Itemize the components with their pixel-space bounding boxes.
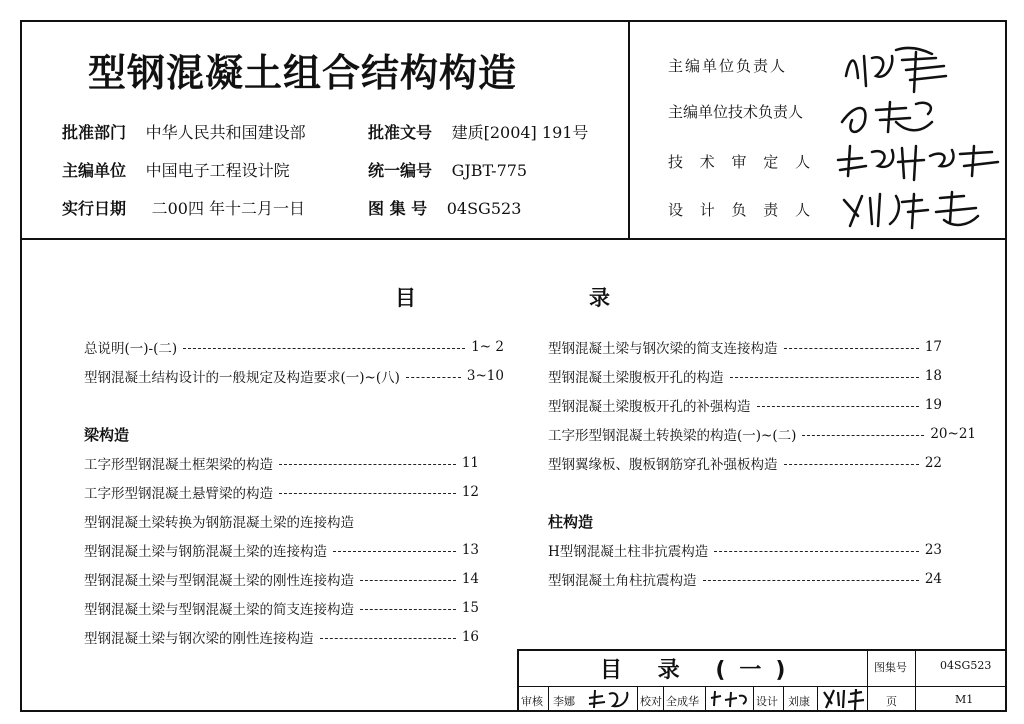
toc-entry[interactable] — [84, 568, 479, 590]
info-label: 图 集 号 — [368, 199, 428, 218]
title-block-divider — [867, 649, 868, 712]
info-approval-dept — [62, 120, 306, 143]
toc-leader — [279, 464, 456, 465]
toc-entry[interactable] — [84, 539, 479, 561]
cell-divider — [753, 686, 754, 712]
toc-entry-title: 工字形型钢混凝土框架梁的构造 — [84, 457, 273, 473]
toc-leader — [360, 609, 456, 610]
toc-leader — [333, 551, 456, 552]
title-block-divider — [915, 649, 916, 712]
toc-leader — [279, 493, 456, 494]
info-unified-number — [368, 158, 527, 181]
toc-entry[interactable] — [84, 452, 479, 474]
title-block-title: 目 录 (一) — [600, 658, 800, 683]
toc-leader — [406, 377, 461, 378]
toc-entry[interactable] — [84, 365, 504, 387]
signature-technical-lead — [836, 92, 946, 142]
toc-entry-page: 14 — [461, 571, 479, 587]
page-label: 页 — [886, 695, 897, 708]
toc-entry-title: 型钢混凝土梁转换为钢筋混凝土梁的连接构造 — [84, 515, 354, 531]
header-divider — [20, 238, 1007, 240]
toc-entry-page: 22 — [924, 455, 942, 471]
toc-entry[interactable] — [84, 510, 479, 532]
toc-leader — [360, 580, 456, 581]
toc-leader — [802, 435, 924, 436]
signature-designer — [820, 686, 866, 712]
toc-entry[interactable] — [548, 539, 942, 561]
signature-chief-editor — [836, 36, 966, 96]
toc-leader — [757, 406, 919, 407]
toc-entry-page: 20~21 — [930, 426, 976, 442]
toc-entry-title: 工字形型钢混凝土悬臂梁的构造 — [84, 486, 273, 502]
design-name: 刘康 — [788, 695, 810, 708]
toc-leader — [183, 348, 465, 349]
signature-design-lead — [836, 186, 996, 232]
toc-entry-title: 总说明(一)-(二) — [84, 341, 178, 357]
review-name: 李娜 — [553, 695, 575, 708]
toc-entry-page: 1~ 2 — [471, 339, 504, 355]
info-label: 实行日期 — [62, 199, 127, 218]
info-editor-unit — [62, 158, 290, 181]
toc-leader — [703, 580, 919, 581]
toc-entry-page: 15 — [461, 600, 479, 616]
toc-entry-page: 16 — [461, 629, 479, 645]
toc-heading-left: 目 — [395, 286, 416, 310]
cell-divider — [637, 686, 638, 712]
toc-entry[interactable] — [84, 626, 479, 648]
toc-entry-page: 19 — [924, 397, 942, 413]
toc-heading-right: 录 — [589, 286, 610, 310]
toc-entry[interactable] — [548, 336, 942, 358]
atlas-value: 04SG523 — [940, 659, 992, 672]
info-value: 二00四 年十二月一日 — [151, 199, 306, 218]
info-label: 批准部门 — [62, 123, 127, 142]
toc-entry-title: 型钢混凝土梁与钢筋混凝土梁的连接构造 — [84, 544, 327, 560]
toc-entry-title: 型钢混凝土角柱抗震构造 — [548, 573, 697, 589]
toc-entry[interactable] — [84, 481, 479, 503]
document-title: 型钢混凝土组合结构构造 — [88, 51, 518, 95]
toc-entry-title: 型钢混凝土梁与钢次梁的刚性连接构造 — [84, 631, 314, 647]
resp-chief-editor: 主编单位负责人 — [668, 57, 788, 75]
toc-entry-page: 12 — [461, 484, 479, 500]
atlas-label: 图集号 — [874, 661, 907, 674]
toc-leader — [714, 551, 919, 552]
design-label: 设计 — [756, 695, 778, 708]
toc-entry-title: 型钢混凝土梁腹板开孔的构造 — [548, 370, 724, 386]
toc-entry-title: 型钢混凝土梁与型钢混凝土梁的刚性连接构造 — [84, 573, 354, 589]
toc-entry-page: 3~10 — [466, 368, 504, 384]
cell-divider — [783, 686, 784, 712]
cell-divider — [705, 686, 706, 712]
toc-entry-title: 工字形型钢混凝土转换梁的构造(一)~(二) — [548, 428, 797, 444]
cell-divider — [817, 686, 818, 712]
toc-leader — [320, 638, 456, 639]
info-value: 中国电子工程设计院 — [145, 161, 290, 180]
check-name: 全成华 — [666, 695, 699, 708]
info-effective-date — [62, 196, 305, 219]
toc-section-columns: 柱构造 — [548, 513, 594, 531]
toc-entry[interactable] — [84, 336, 504, 358]
signature-checker — [707, 688, 753, 710]
resp-design-lead: 设 计 负 责 人 — [668, 201, 817, 219]
info-label: 主编单位 — [62, 161, 127, 180]
toc-entry-page: 24 — [924, 571, 942, 587]
toc-entry-title: 型钢混凝土梁与钢次梁的简支连接构造 — [548, 341, 778, 357]
info-value: 04SG523 — [446, 199, 522, 218]
signature-reviewer — [585, 686, 635, 712]
toc-section-beams: 梁构造 — [84, 426, 130, 444]
toc-entry-page: 17 — [924, 339, 942, 355]
resp-technical-reviewer: 技 术 审 定 人 — [668, 153, 817, 171]
toc-entry-title: 型钢混凝土梁与型钢混凝土梁的简支连接构造 — [84, 602, 354, 618]
toc-entry-title: 型钢翼缘板、腹板钢筋穿孔补强板构造 — [548, 457, 778, 473]
toc-entry-page: 23 — [924, 542, 942, 558]
info-label: 批准文号 — [368, 123, 433, 142]
signature-technical-reviewer — [832, 136, 1008, 186]
toc-leader — [784, 464, 919, 465]
toc-entry-page: 13 — [461, 542, 479, 558]
toc-entry-title: 型钢混凝土梁腹板开孔的补强构造 — [548, 399, 751, 415]
header-vertical-divider — [628, 20, 630, 238]
info-atlas-number — [368, 196, 521, 219]
info-label: 统一编号 — [368, 161, 433, 180]
toc-entry[interactable] — [548, 568, 942, 590]
toc-entry[interactable] — [548, 394, 942, 416]
toc-leader — [730, 377, 919, 378]
page-value: M1 — [955, 693, 974, 706]
toc-entry-page: 11 — [461, 455, 479, 471]
info-approval-number — [368, 120, 588, 143]
toc-entry-title: H型钢混凝土柱非抗震构造 — [548, 544, 709, 560]
cell-divider — [663, 686, 664, 712]
check-label: 校对 — [640, 695, 662, 708]
info-value: 建质[2004] 191号 — [451, 123, 589, 142]
toc-entry-title: 型钢混凝土结构设计的一般规定及构造要求(一)~(八) — [84, 370, 400, 386]
toc-entry-page: 18 — [924, 368, 942, 384]
toc-entry[interactable] — [548, 365, 942, 387]
toc-entry[interactable] — [548, 423, 976, 445]
info-value: GJBT-775 — [451, 161, 528, 180]
cell-divider — [548, 686, 549, 712]
toc-entry[interactable] — [84, 597, 479, 619]
review-label: 审核 — [521, 695, 543, 708]
toc-entry[interactable] — [548, 452, 942, 474]
resp-technical-lead: 主编单位技术负责人 — [668, 103, 804, 121]
toc-leader — [784, 348, 919, 349]
info-value: 中华人民共和国建设部 — [145, 123, 306, 142]
